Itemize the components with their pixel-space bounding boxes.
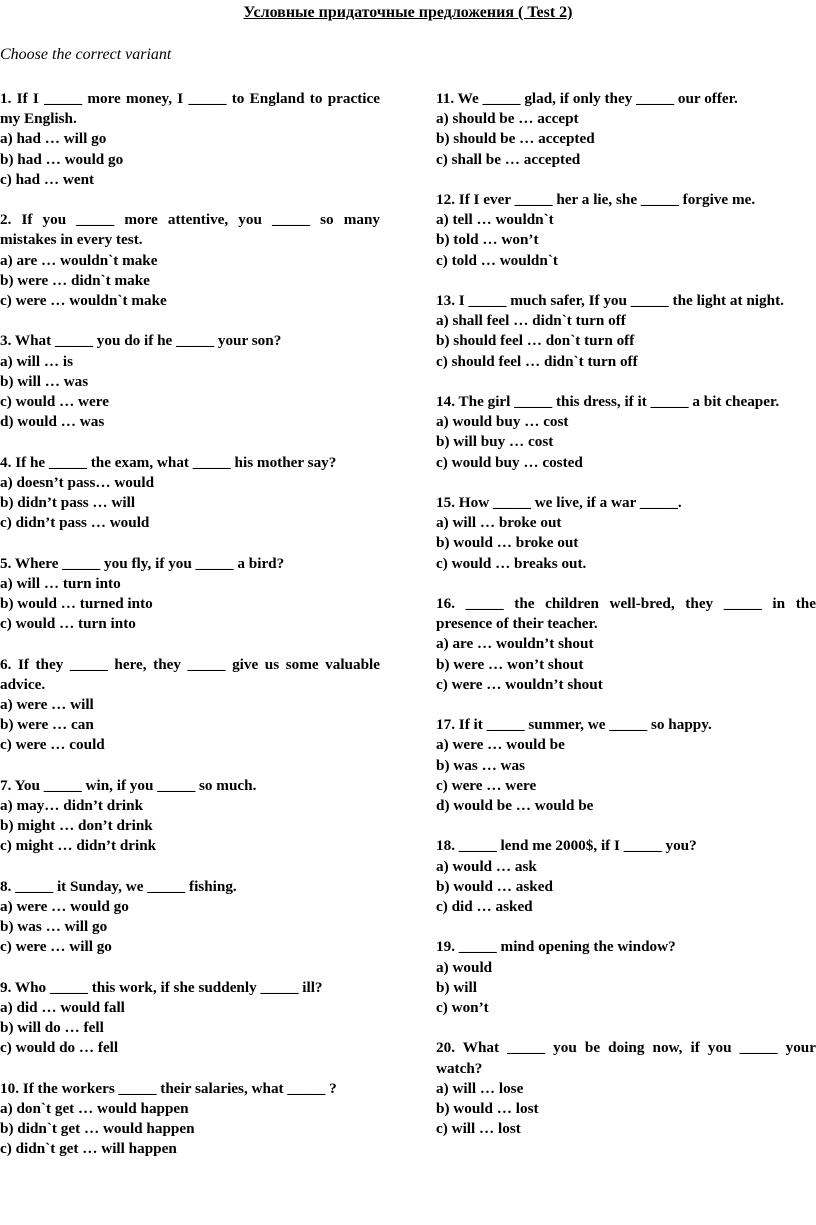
option-b: b) will buy … cost	[436, 433, 554, 451]
option-c: c) were … were	[436, 776, 537, 794]
option-c: c) won’t	[436, 999, 489, 1017]
option-c: c) would do … fell	[0, 1039, 119, 1057]
option-a: a) will … turn into	[0, 574, 121, 592]
option-b: b) was … will go	[0, 918, 108, 936]
question-6	[0, 655, 380, 756]
option-a: a) would	[436, 958, 493, 976]
option-c: c) were … wouldn’t shout	[436, 675, 603, 693]
option-b: b) didn`t get … would happen	[0, 1120, 195, 1138]
option-b: b) would … asked	[436, 877, 553, 895]
question-16	[436, 594, 816, 695]
option-b: b) didn’t pass … will	[0, 494, 136, 512]
option-b: b) were … won’t shout	[436, 655, 584, 673]
left-column	[0, 89, 380, 1180]
question-text: 3. What _____ you do if he _____ your son?	[0, 332, 282, 350]
option-c: c) should feel … didn`t turn off	[436, 352, 638, 370]
option-b: b) was … was	[436, 756, 526, 774]
option-a: a) shall feel … didn`t turn off	[436, 312, 626, 330]
question-text: 14. The girl _____ this dress, if it _____ a bit cheaper.	[436, 393, 780, 410]
option-b: b) will do … fell	[0, 1019, 104, 1037]
question-18	[436, 836, 816, 917]
option-c: c) were … wouldn`t make	[0, 292, 167, 310]
option-b: b) would … turned into	[0, 595, 153, 613]
option-a: a) would … ask	[436, 857, 537, 875]
option-a: a) should be … accept	[436, 110, 579, 128]
question-17	[436, 715, 816, 816]
option-c: c) were … could	[0, 736, 105, 754]
option-b: b) might … don’t drink	[0, 817, 153, 835]
option-c: c) did … asked	[436, 898, 533, 916]
option-c: c) told … wouldn`t	[436, 251, 558, 269]
option-c: c) would … were	[0, 393, 109, 411]
option-a: a) did … would fall	[0, 999, 125, 1017]
question-7	[0, 776, 380, 857]
option-d: d) would be … would be	[436, 797, 594, 815]
option-b: b) should feel … don`t turn off	[436, 332, 635, 350]
option-a: a) will … is	[0, 352, 73, 370]
option-c: c) were … will go	[0, 938, 112, 956]
question-9	[0, 978, 380, 1059]
option-c: c) shall be … accepted	[436, 150, 581, 168]
question-text: 8. _____ it Sunday, we _____ fishing.	[0, 877, 237, 895]
question-4	[0, 453, 380, 534]
option-b: b) would … lost	[436, 1100, 539, 1118]
question-text: 11. We _____ glad, if only they _____ our offer.	[436, 90, 738, 107]
page-title: Условные придаточные предложения ( Test 2)	[243, 4, 573, 21]
option-c: c) didn`t get … will happen	[0, 1140, 177, 1158]
option-d: d) would … was	[0, 413, 105, 431]
option-a: a) were … will	[0, 696, 94, 714]
question-text: 2. If you _____ more attentive, you _____ so many mistakes in every test.	[0, 211, 380, 249]
option-c: c) will … lost	[436, 1120, 521, 1138]
option-c: c) had … went	[0, 170, 95, 188]
right-column	[436, 89, 816, 1160]
instruction: Choose the correct variant	[0, 46, 172, 63]
question-text: 18. _____ lend me 2000$, if I _____ you?	[436, 837, 697, 855]
option-b: b) should be … accepted	[436, 130, 595, 148]
question-14	[436, 392, 816, 473]
option-b: b) had … would go	[0, 150, 124, 168]
option-a: a) don`t get … would happen	[0, 1100, 189, 1118]
question-15	[436, 493, 816, 574]
question-text: 10. If the workers _____ their salaries, what _____ ?	[0, 1079, 337, 1097]
question-text: 5. Where _____ you fly, if you _____ a bird?	[0, 554, 285, 572]
question-8	[0, 877, 380, 958]
question-13	[436, 291, 816, 372]
question-text: 12. If I ever _____ her a lie, she _____ forgive me.	[436, 191, 756, 208]
option-b: b) will … was	[0, 372, 89, 390]
question-text: 9. Who _____ this work, if she suddenly _____ ill?	[0, 978, 323, 996]
option-a: a) doesn’t pass… would	[0, 473, 155, 491]
option-a: a) may… didn’t drink	[0, 797, 144, 815]
option-a: a) were … would be	[436, 736, 565, 754]
question-text: 16. _____ the children well-bred, they _____ in the presence of their teacher.	[436, 595, 816, 633]
option-a: a) had … will go	[0, 130, 107, 148]
option-c: c) didn’t pass … would	[0, 514, 150, 532]
option-a: a) were … would go	[0, 898, 129, 916]
question-text: 20. What _____ you be doing now, if you _____ your watch?	[436, 1039, 816, 1077]
question-text: 7. You _____ win, if you _____ so much.	[0, 776, 257, 794]
option-c: c) might … didn’t drink	[0, 837, 157, 855]
question-text: 19. _____ mind opening the window?	[436, 938, 676, 956]
option-b: b) will	[436, 978, 477, 996]
question-text: 6. If they _____ here, they _____ give us some valuable advice.	[0, 655, 380, 693]
option-a: a) are … wouldn`t make	[0, 251, 158, 269]
option-b: b) were … didn`t make	[0, 271, 150, 289]
option-a: a) will … broke out	[436, 514, 562, 532]
question-1	[0, 89, 380, 190]
option-b: b) were … can	[0, 716, 94, 734]
question-text: 13. I _____ much safer, If you _____ the light at night.	[436, 292, 784, 309]
question-text: 1. If I _____ more money, I _____ to England to practice my English.	[0, 90, 380, 128]
question-text: 17. If it _____ summer, we _____ so happy.	[436, 716, 712, 734]
option-a: a) are … wouldn’t shout	[436, 635, 594, 653]
option-b: b) would … broke out	[436, 534, 579, 552]
option-b: b) told … won’t	[436, 231, 539, 249]
question-19	[436, 937, 816, 1018]
option-a: a) would buy … cost	[436, 413, 569, 431]
question-10	[0, 1079, 380, 1160]
question-12	[436, 190, 816, 271]
question-2	[0, 210, 380, 311]
option-c: c) would … turn into	[0, 615, 136, 633]
question-20	[436, 1038, 816, 1139]
option-c: c) would buy … costed	[436, 453, 583, 471]
question-text: 4. If he _____ the exam, what _____ his mother say?	[0, 453, 337, 471]
option-c: c) would … breaks out.	[436, 554, 587, 572]
question-11	[436, 89, 816, 170]
question-5	[0, 554, 380, 635]
question-text: 15. How _____ we live, if a war _____.	[436, 494, 682, 511]
option-a: a) will … lose	[436, 1079, 524, 1097]
option-a: a) tell … wouldn`t	[436, 211, 554, 229]
question-3	[0, 331, 380, 432]
